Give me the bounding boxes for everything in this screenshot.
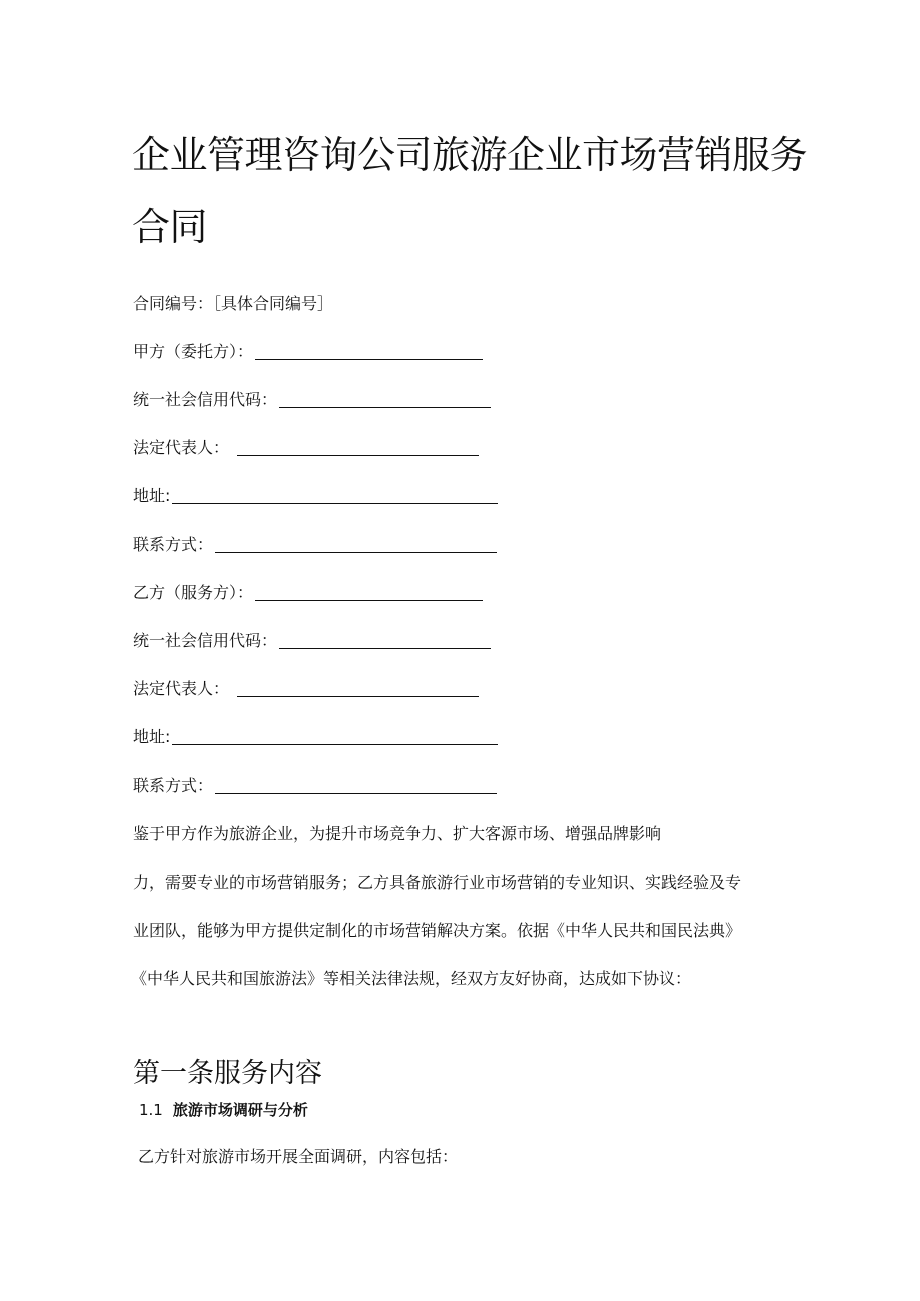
- party-a-legal-rep-field: [133, 440, 479, 456]
- party-b-legal-rep-label: 法定代表人：: [133, 679, 230, 698]
- party-b-field: [133, 585, 483, 601]
- party-b-label: 乙方（服务方）：: [133, 583, 254, 602]
- party-a-credit-code-label: 统一社会信用代码：: [133, 390, 278, 409]
- party-a-label: 甲方（委托方）：: [133, 342, 254, 361]
- section-1-1-title: 旅游市场调研与分析: [172, 1101, 308, 1119]
- document-title-line2: 合同: [132, 205, 208, 249]
- party-a-contact-label: 联系方式：: [133, 535, 214, 554]
- preamble-line-4: 《中华人民共和国旅游法》等相关法律法规，经双方友好协商，达成如下协议：: [131, 969, 692, 988]
- party-a-address-label: 地址:: [133, 486, 171, 505]
- party-a-credit-code-field: [133, 392, 491, 408]
- article-1-heading: 第一条服务内容: [133, 1058, 322, 1089]
- party-b-contact-field: [133, 778, 497, 794]
- party-a-contact-field: [133, 537, 497, 553]
- party-a-legal-rep-blank: [237, 440, 479, 456]
- document-title-line1: 企业管理咨询公司旅游企业市场营销服务: [132, 133, 808, 177]
- section-1-1-intro: 乙方针对旅游市场开展全面调研，内容包括：: [138, 1147, 459, 1166]
- contract-number: 合同编号：［具体合同编号］: [133, 294, 334, 313]
- party-b-address-blank: [172, 729, 498, 745]
- party-b-blank: [255, 585, 483, 601]
- party-a-address-field: [133, 488, 498, 504]
- party-b-credit-code-field: [133, 633, 491, 649]
- party-a-credit-code-blank: [279, 392, 491, 408]
- preamble-line-1: 鉴于甲方作为旅游企业，为提升市场竞争力、扩大客源市场、增强品牌影响: [133, 824, 662, 843]
- party-b-credit-code-label: 统一社会信用代码：: [133, 631, 278, 650]
- party-a-address-blank: [172, 488, 498, 504]
- party-a-legal-rep-label: 法定代表人：: [133, 438, 230, 457]
- party-a-blank: [255, 344, 483, 360]
- party-a-field: [133, 344, 483, 360]
- party-a-contact-blank: [215, 537, 497, 553]
- party-b-address-label: 地址:: [133, 727, 171, 746]
- section-1-1-heading: [139, 1103, 308, 1118]
- section-1-1-number: 1.1: [139, 1101, 163, 1119]
- party-b-legal-rep-field: [133, 681, 479, 697]
- party-b-contact-label: 联系方式：: [133, 776, 214, 795]
- party-b-address-field: [133, 729, 498, 745]
- party-b-credit-code-blank: [279, 633, 491, 649]
- party-b-contact-blank: [215, 778, 497, 794]
- preamble-line-2: 力，需要专业的市场营销服务；乙方具备旅游行业市场营销的专业知识、实践经验及专: [133, 873, 742, 892]
- party-b-legal-rep-blank: [237, 681, 479, 697]
- preamble-line-3: 业团队，能够为甲方提供定制化的市场营销解决方案。依据《中华人民共和国民法典》: [133, 921, 742, 940]
